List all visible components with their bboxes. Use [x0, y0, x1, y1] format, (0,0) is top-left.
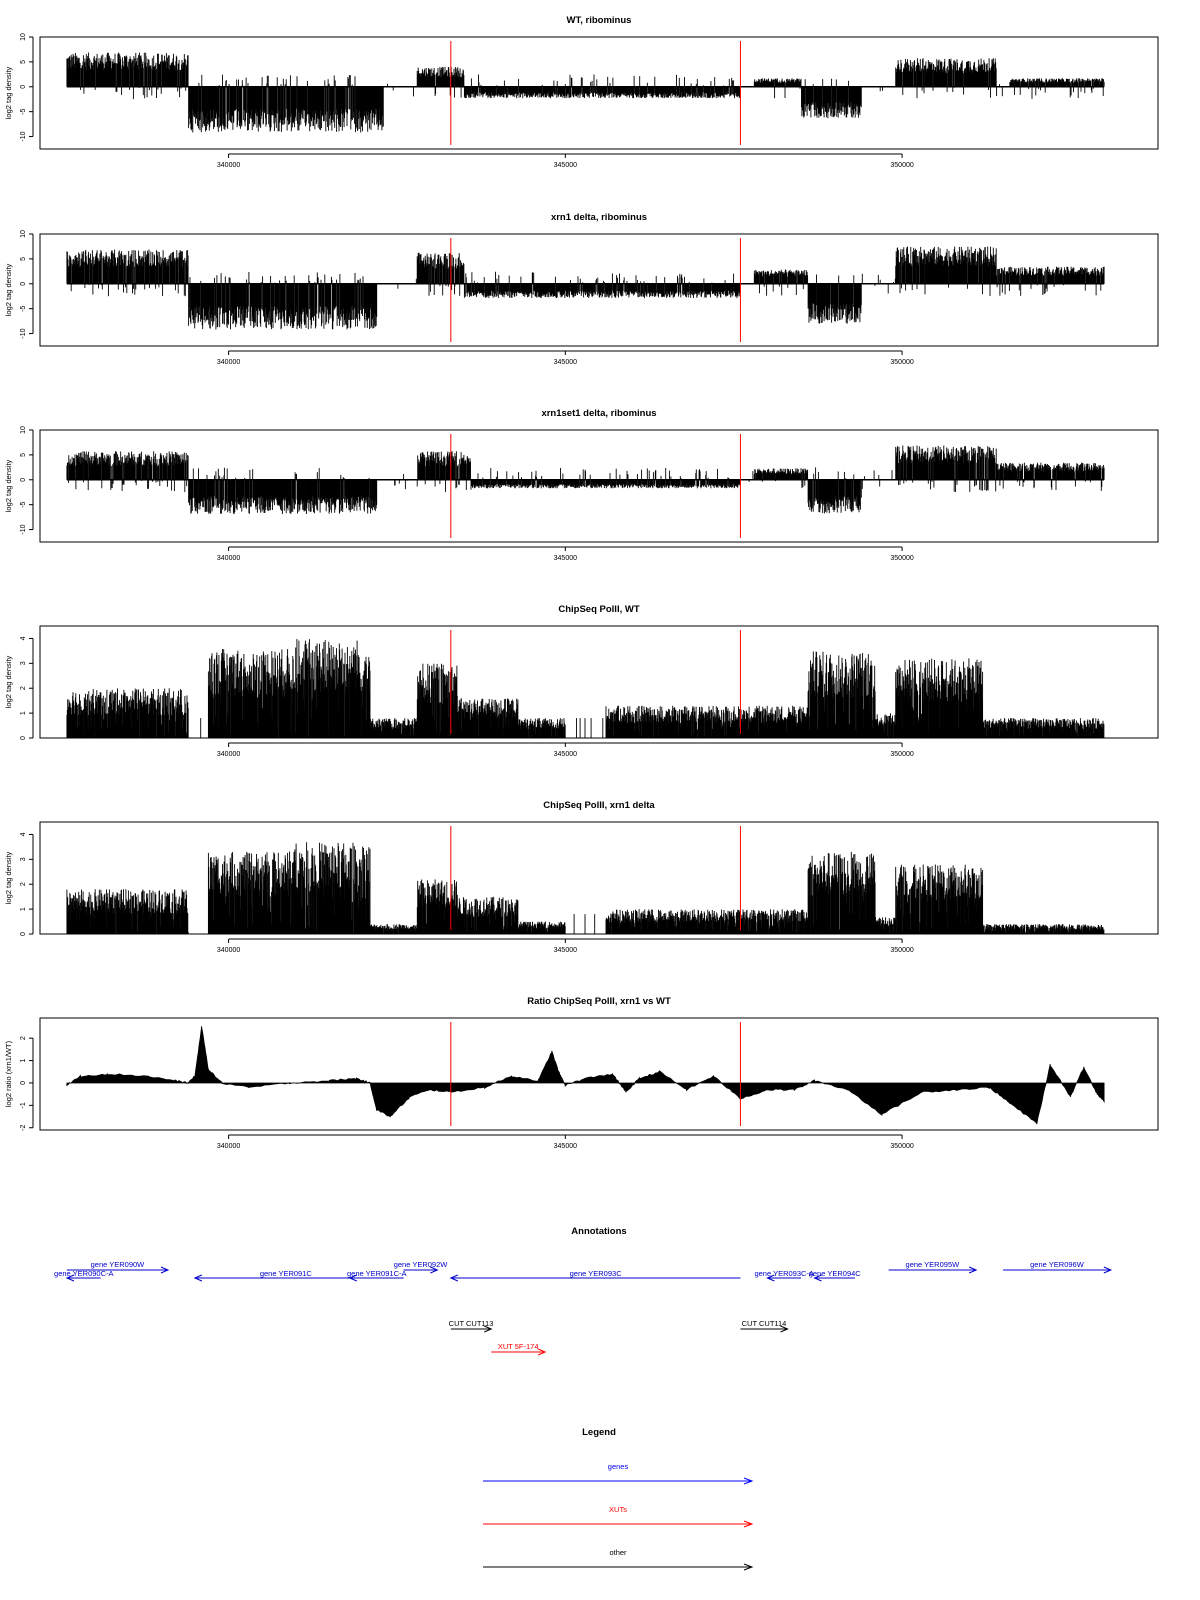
data-marks	[67, 53, 1104, 133]
data-marks	[67, 247, 1104, 330]
y-axis-label: log2 tag density	[4, 66, 13, 120]
chart-panel-3	[4, 408, 1158, 562]
y-axis-label: log2 tag density	[4, 263, 13, 317]
y-axis	[4, 33, 33, 142]
y-tick-label: 10	[20, 230, 27, 238]
chart-title: xrn1 delta, ribominus	[550, 212, 648, 223]
data-marks	[67, 446, 1104, 515]
y-tick-label: -5	[20, 108, 27, 115]
y-tick-label: 0	[20, 281, 27, 286]
y-tick-label: -5	[20, 305, 27, 312]
x-tick-label: 350000	[890, 359, 914, 366]
y-tick-label: 0	[20, 84, 27, 89]
y-tick-label: 5	[20, 256, 27, 261]
x-tick-label: 340000	[216, 359, 241, 366]
x-axis	[217, 351, 914, 366]
chart-title: WT, ribominus	[566, 15, 632, 26]
x-tick-label: 345000	[553, 359, 578, 366]
y-tick-label: 10	[20, 33, 27, 41]
chart-title: xrn1set1 delta, ribominus	[541, 408, 657, 419]
x-axis	[217, 154, 914, 169]
x-tick-label: 350000	[890, 162, 914, 169]
chart-panel-1	[4, 15, 1158, 169]
y-tick-label: -10	[20, 328, 27, 339]
x-tick-label: 340000	[216, 162, 241, 169]
chart-panel-2	[4, 212, 1158, 366]
y-tick-label: -10	[20, 131, 27, 142]
x-tick-label: 345000	[553, 162, 578, 169]
y-tick-label: 5	[20, 59, 27, 64]
y-axis	[4, 230, 33, 339]
